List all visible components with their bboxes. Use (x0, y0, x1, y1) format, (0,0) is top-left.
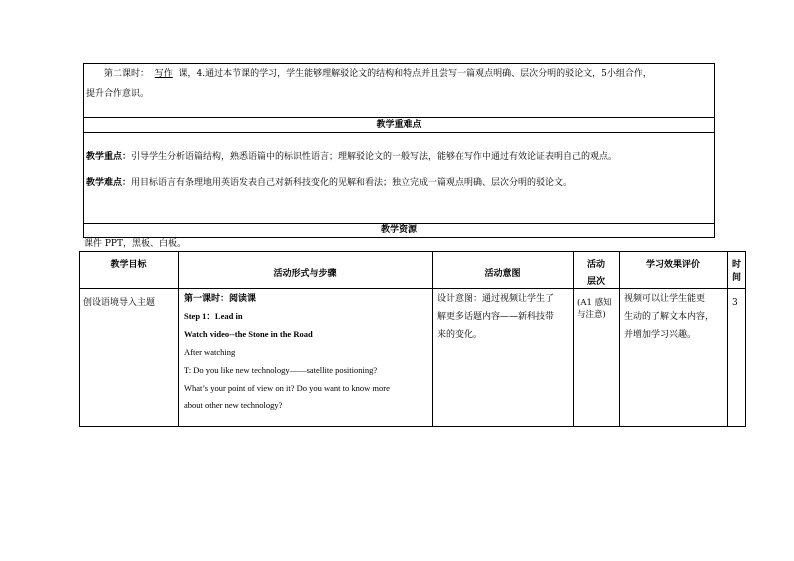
key-point-text: 引导学生分析语篇结构，熟悉语篇中的标识性语言；理解驳论文的一般写法，能够在写作中通过有效论证表明自己的观点。 (131, 152, 618, 162)
eval-line-2: 生动的了解文本内容， (624, 312, 715, 322)
key-point-line (86, 151, 617, 163)
activity-line-4: After watching (184, 347, 236, 357)
row-goal: 创设语境导入主题 (83, 298, 156, 308)
lesson-prefix: 第二课时： (104, 69, 150, 79)
activity-line-5: T: Do you like new technology——satellite positioning? (184, 365, 378, 375)
lesson-goal-text: 4.通过本节课的学习，学生能够理解驳论文的结构和特点并且尝写一篇观点明确、层次分明的驳论文，5小组合作， (196, 69, 652, 79)
header-goal: 教学目标 (110, 260, 147, 270)
activity-line-7: about other new technology? (184, 400, 283, 410)
hard-point-line (86, 177, 572, 189)
activity-line-1: 第一课时：阅读课 (184, 294, 257, 304)
difficulties-header: 教学重难点 (376, 120, 422, 130)
activity-line-2: Step 1：Lead in (184, 311, 243, 321)
activity-line-6: What’s your point of view on it? Do you want to know more (184, 383, 390, 393)
intent-line-3: 来的变化。 (437, 330, 483, 340)
header-activity: 活动形式与步骤 (273, 269, 337, 279)
header-time-line1: 时 (731, 260, 741, 270)
lesson-goal-line2: 提升合作意识。 (86, 89, 150, 99)
lesson-goal-line1 (104, 68, 652, 80)
intent-line-2: 解更多话题内容——新科技带 (437, 312, 555, 322)
lesson-suffix: 课， (178, 69, 197, 79)
difficulties-box (83, 117, 715, 224)
header-level-line1: 活动 (586, 260, 605, 270)
lesson-type: 写作 (154, 69, 173, 79)
activity-line-3: Watch video--the Stone in the Road (184, 329, 313, 339)
hard-point-label: 教学难点： (86, 178, 132, 188)
eval-line-1: 视频可以让学生能更 (624, 294, 706, 304)
header-eval: 学习效果评价 (645, 260, 700, 270)
header-level-line2: 层次 (586, 277, 605, 287)
header-time-line2: 间 (731, 273, 741, 283)
row-time: 3 (732, 298, 738, 308)
header-intent: 活动意图 (484, 269, 521, 279)
level-line-1: (A1 感知 (577, 298, 612, 308)
resources-text: 课件 PPT，黑板、白板。 (84, 239, 186, 249)
level-line-2: 与注意) (577, 310, 606, 320)
eval-line-3: 并增加学习兴趣。 (624, 330, 697, 340)
key-point-label: 教学重点： (86, 152, 132, 162)
intent-line-1: 设计意图：通过视频让学生了 (437, 294, 555, 304)
hard-point-text: 用目标语言有条理地用英语发表自己对新科技变化的见解和看法；独立完成一篇观点明确、层次分明的驳论文。 (131, 178, 573, 188)
resources-header: 教学资源 (380, 225, 417, 235)
